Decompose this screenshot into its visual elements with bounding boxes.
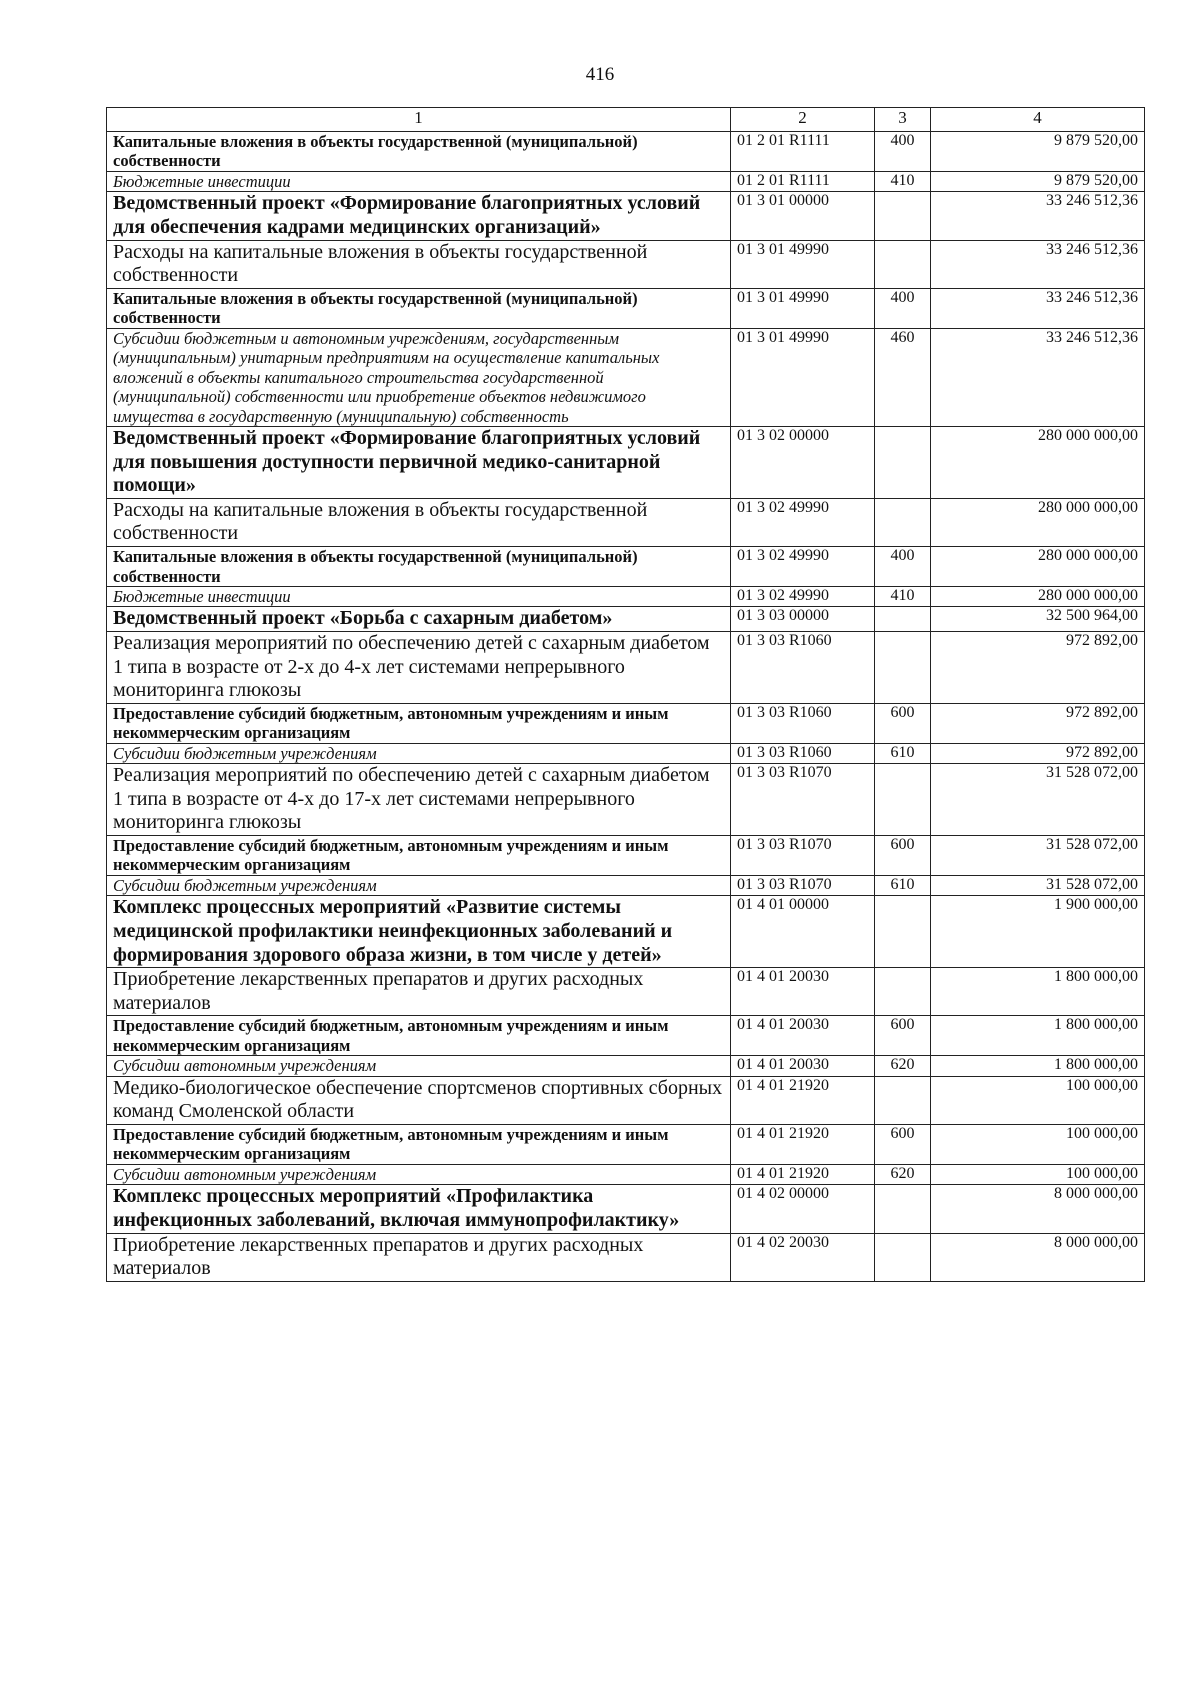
- column-header-3: 3: [875, 108, 931, 132]
- row-name-cell: Расходы на капитальные вложения в объекты государственной собственности: [107, 240, 731, 288]
- row-type-cell: 410: [875, 171, 931, 191]
- row-type-cell: 400: [875, 288, 931, 328]
- row-name-cell: Приобретение лекарственных препаратов и других расходных материалов: [107, 1233, 731, 1281]
- table-row: [107, 836, 1145, 876]
- table-row: [107, 240, 1145, 288]
- row-amount-cell: 9 879 520,00: [931, 132, 1145, 172]
- table-row: [107, 547, 1145, 587]
- row-amount-cell: 972 892,00: [931, 632, 1145, 704]
- row-type-cell: 410: [875, 586, 931, 606]
- row-type-cell: [875, 1076, 931, 1124]
- row-type-cell: [875, 968, 931, 1016]
- row-type-cell: 610: [875, 743, 931, 763]
- row-amount-cell: 100 000,00: [931, 1124, 1145, 1164]
- row-code-cell: 01 4 01 20030: [731, 1016, 875, 1056]
- row-amount-cell: 100 000,00: [931, 1164, 1145, 1184]
- row-name-cell: Реализация мероприятий по обеспечению детей с сахарным диабетом 1 типа в возрасте от 2-х до 4-х лет системами непрерывного мониторинга глюкозы: [107, 632, 731, 704]
- row-type-cell: 600: [875, 1016, 931, 1056]
- row-code-cell: 01 4 02 20030: [731, 1233, 875, 1281]
- row-amount-cell: 33 246 512,36: [931, 240, 1145, 288]
- table-row: [107, 1164, 1145, 1184]
- row-code-cell: 01 3 03 R1060: [731, 703, 875, 743]
- table-row: [107, 427, 1145, 499]
- row-name-cell: Бюджетные инвестиции: [107, 171, 731, 191]
- table-row: [107, 607, 1145, 632]
- row-name-cell: Субсидии бюджетным учреждениям: [107, 743, 731, 763]
- table-row: [107, 1124, 1145, 1164]
- row-amount-cell: 31 528 072,00: [931, 836, 1145, 876]
- row-name-cell: Субсидии бюджетным учреждениям: [107, 875, 731, 895]
- row-name-cell: Предоставление субсидий бюджетным, автономным учреждениям и иным некоммерческим организациям: [107, 1124, 731, 1164]
- row-code-cell: 01 3 03 00000: [731, 607, 875, 632]
- row-amount-cell: 972 892,00: [931, 703, 1145, 743]
- row-code-cell: 01 4 01 21920: [731, 1076, 875, 1124]
- row-amount-cell: 33 246 512,36: [931, 328, 1145, 426]
- row-name-cell: Предоставление субсидий бюджетным, автономным учреждениям и иным некоммерческим организациям: [107, 703, 731, 743]
- row-type-cell: [875, 896, 931, 968]
- column-header-4: 4: [931, 108, 1145, 132]
- row-code-cell: 01 3 01 49990: [731, 328, 875, 426]
- row-type-cell: [875, 607, 931, 632]
- row-name-cell: Капитальные вложения в объекты государственной (муниципальной) собственности: [107, 288, 731, 328]
- row-type-cell: 620: [875, 1164, 931, 1184]
- row-type-cell: 600: [875, 836, 931, 876]
- column-header-2: 2: [731, 108, 875, 132]
- table-row: [107, 1056, 1145, 1076]
- row-amount-cell: 280 000 000,00: [931, 498, 1145, 546]
- table-row: [107, 498, 1145, 546]
- table-row: [107, 703, 1145, 743]
- row-name-cell: Комплекс процессных мероприятий «Развитие системы медицинской профилактики неинфекционных заболеваний и формирования здорового образа жизни, в том числе у детей»: [107, 896, 731, 968]
- table-row: [107, 968, 1145, 1016]
- row-code-cell: 01 3 02 49990: [731, 547, 875, 587]
- row-amount-cell: 1 900 000,00: [931, 896, 1145, 968]
- row-type-cell: [875, 1185, 931, 1233]
- table-header: [107, 108, 1145, 132]
- row-code-cell: 01 4 01 21920: [731, 1164, 875, 1184]
- table-row: [107, 1233, 1145, 1281]
- row-code-cell: 01 3 03 R1060: [731, 743, 875, 763]
- row-name-cell: Субсидии автономным учреждениям: [107, 1164, 731, 1184]
- row-code-cell: 01 3 03 R1070: [731, 836, 875, 876]
- row-code-cell: 01 4 01 20030: [731, 968, 875, 1016]
- row-name-cell: Ведомственный проект «Борьба с сахарным диабетом»: [107, 607, 731, 632]
- table-body: [107, 132, 1145, 1282]
- row-type-cell: [875, 1233, 931, 1281]
- budget-table: [106, 107, 1145, 1282]
- row-type-cell: [875, 427, 931, 499]
- row-amount-cell: 280 000 000,00: [931, 586, 1145, 606]
- row-type-cell: [875, 498, 931, 546]
- table-row: [107, 1076, 1145, 1124]
- row-amount-cell: 1 800 000,00: [931, 1016, 1145, 1056]
- row-type-cell: 400: [875, 547, 931, 587]
- row-name-cell: Субсидии бюджетным и автономным учреждениям, государственным (муниципальным) унитарным предприятиям на осуществление капитальных вложений в объекты капитального строительства государственной (муниципальной) собственности или приобретение объектов недвижимого имущества в государственную (муниципальную) собственность: [107, 328, 731, 426]
- table-row: [107, 132, 1145, 172]
- row-type-cell: [875, 764, 931, 836]
- table-row: [107, 1016, 1145, 1056]
- row-type-cell: [875, 192, 931, 240]
- table-row: [107, 764, 1145, 836]
- header-row: [107, 108, 1145, 132]
- table-row: [107, 875, 1145, 895]
- row-name-cell: Комплекс процессных мероприятий «Профилактика инфекционных заболеваний, включая иммунопрофилактику»: [107, 1185, 731, 1233]
- row-type-cell: 460: [875, 328, 931, 426]
- row-amount-cell: 9 879 520,00: [931, 171, 1145, 191]
- row-amount-cell: 31 528 072,00: [931, 875, 1145, 895]
- row-code-cell: 01 3 01 49990: [731, 288, 875, 328]
- row-name-cell: Расходы на капитальные вложения в объекты государственной собственности: [107, 498, 731, 546]
- row-amount-cell: 8 000 000,00: [931, 1233, 1145, 1281]
- table-row: [107, 1185, 1145, 1233]
- row-code-cell: 01 3 01 49990: [731, 240, 875, 288]
- row-type-cell: 620: [875, 1056, 931, 1076]
- row-type-cell: 400: [875, 132, 931, 172]
- row-name-cell: Предоставление субсидий бюджетным, автономным учреждениям и иным некоммерческим организациям: [107, 1016, 731, 1056]
- row-name-cell: Бюджетные инвестиции: [107, 586, 731, 606]
- row-name-cell: Приобретение лекарственных препаратов и других расходных материалов: [107, 968, 731, 1016]
- row-amount-cell: 280 000 000,00: [931, 547, 1145, 587]
- row-type-cell: 600: [875, 703, 931, 743]
- row-code-cell: 01 4 01 20030: [731, 1056, 875, 1076]
- table-row: [107, 743, 1145, 763]
- row-name-cell: Капитальные вложения в объекты государственной (муниципальной) собственности: [107, 547, 731, 587]
- row-name-cell: Капитальные вложения в объекты государственной (муниципальной) собственности: [107, 132, 731, 172]
- row-amount-cell: 33 246 512,36: [931, 288, 1145, 328]
- page-number: 416: [585, 64, 615, 85]
- row-amount-cell: 1 800 000,00: [931, 1056, 1145, 1076]
- row-code-cell: 01 4 02 00000: [731, 1185, 875, 1233]
- row-code-cell: 01 3 01 00000: [731, 192, 875, 240]
- row-type-cell: 600: [875, 1124, 931, 1164]
- row-code-cell: 01 2 01 R1111: [731, 132, 875, 172]
- table-row: [107, 896, 1145, 968]
- row-code-cell: 01 3 03 R1070: [731, 875, 875, 895]
- row-amount-cell: 33 246 512,36: [931, 192, 1145, 240]
- row-amount-cell: 31 528 072,00: [931, 764, 1145, 836]
- row-code-cell: 01 3 02 49990: [731, 586, 875, 606]
- table-row: [107, 288, 1145, 328]
- row-amount-cell: 972 892,00: [931, 743, 1145, 763]
- row-code-cell: 01 3 02 49990: [731, 498, 875, 546]
- column-header-1: 1: [107, 108, 731, 132]
- row-amount-cell: 8 000 000,00: [931, 1185, 1145, 1233]
- row-name-cell: Ведомственный проект «Формирование благоприятных условий для повышения доступности первичной медико-санитарной помощи»: [107, 427, 731, 499]
- table-row: [107, 192, 1145, 240]
- table-row: [107, 586, 1145, 606]
- row-code-cell: 01 2 01 R1111: [731, 171, 875, 191]
- row-name-cell: Реализация мероприятий по обеспечению детей с сахарным диабетом 1 типа в возрасте от 4-х до 17-х лет системами непрерывного мониторинга глюкозы: [107, 764, 731, 836]
- row-code-cell: 01 3 03 R1060: [731, 632, 875, 704]
- table-row: [107, 171, 1145, 191]
- row-amount-cell: 280 000 000,00: [931, 427, 1145, 499]
- row-name-cell: Ведомственный проект «Формирование благоприятных условий для обеспечения кадрами медицинских организаций»: [107, 192, 731, 240]
- row-code-cell: 01 4 01 21920: [731, 1124, 875, 1164]
- row-amount-cell: 100 000,00: [931, 1076, 1145, 1124]
- row-amount-cell: 1 800 000,00: [931, 968, 1145, 1016]
- row-name-cell: Субсидии автономным учреждениям: [107, 1056, 731, 1076]
- row-code-cell: 01 4 01 00000: [731, 896, 875, 968]
- table-row: [107, 328, 1145, 426]
- row-name-cell: Медико-биологическое обеспечение спортсменов спортивных сборных команд Смоленской области: [107, 1076, 731, 1124]
- row-amount-cell: 32 500 964,00: [931, 607, 1145, 632]
- row-type-cell: [875, 240, 931, 288]
- row-type-cell: 610: [875, 875, 931, 895]
- row-code-cell: 01 3 02 00000: [731, 427, 875, 499]
- row-code-cell: 01 3 03 R1070: [731, 764, 875, 836]
- row-name-cell: Предоставление субсидий бюджетным, автономным учреждениям и иным некоммерческим организациям: [107, 836, 731, 876]
- table-row: [107, 632, 1145, 704]
- row-type-cell: [875, 632, 931, 704]
